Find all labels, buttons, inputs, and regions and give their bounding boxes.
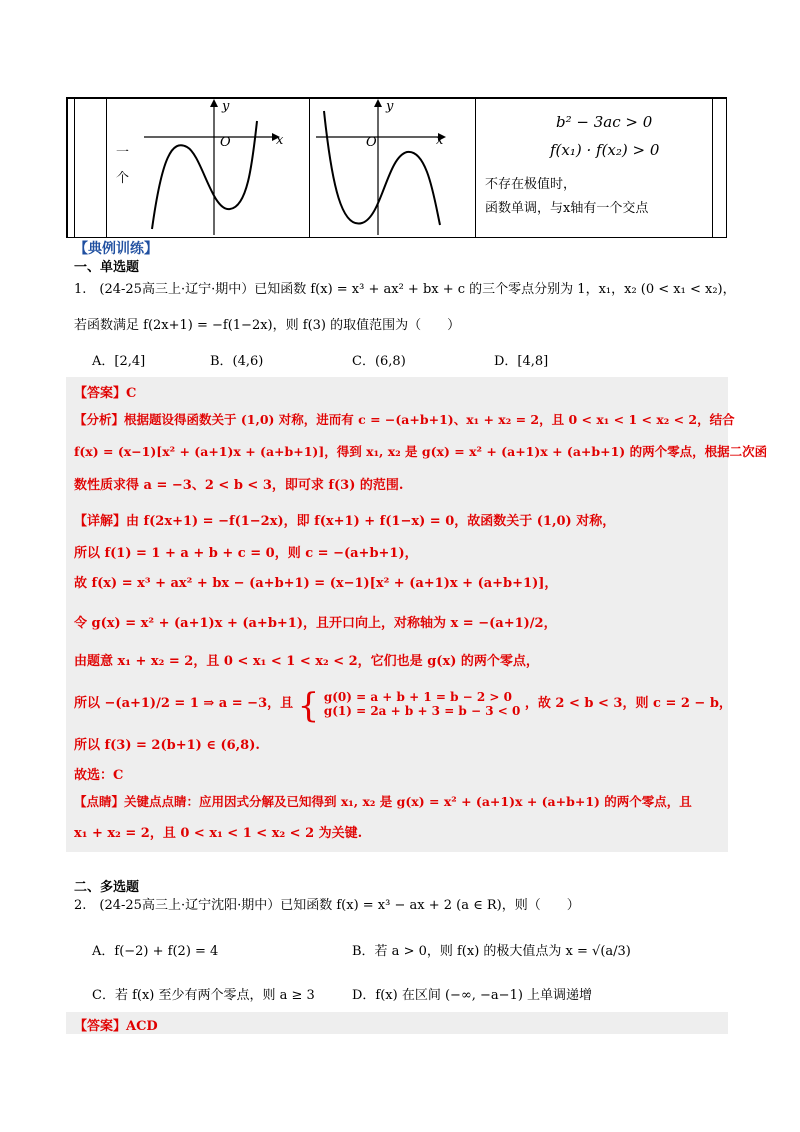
- q1-stem-line1: 1. (24-25高三上·辽宁·期中）已知函数 f(x) = x³ + ax² + bx + c 的三个零点分别为 1，x₁，x₂ (0 < x₁ < x₂)，: [74, 282, 736, 297]
- axis-label-x: x: [276, 133, 284, 148]
- q1-key-line1: 【点睛】关键点点睛：应用因式分解及已知得到 x₁, x₂ 是 g(x) = x² + (a+1)x + (a+b+1) 的两个零点，且: [74, 794, 692, 809]
- q1-option-c: C．(6,8): [352, 354, 406, 369]
- section-multiple-choice: 二、多选题: [74, 880, 140, 895]
- q1-option-a: A．[2,4]: [92, 354, 146, 369]
- q2-option-d: D．f(x) 在区间 (−∞, −a−1) 上单调递增: [352, 988, 593, 1003]
- q1-option-d: D．[4,8]: [494, 354, 549, 369]
- system-equations: [324, 690, 521, 718]
- q1-detail-line5: 由题意 x₁ + x₂ = 2，且 0 < x₁ < 1 < x₂ < 2，它们也是 g(x) 的两个零点，: [74, 654, 539, 669]
- cubic-graph-right: [312, 97, 476, 235]
- cubic-curve: [324, 111, 440, 225]
- condition-product: f(x₁) · f(x₂) > 0: [550, 141, 660, 159]
- q1-analysis-line1: 【分析】根据题设得函数关于 (1,0) 对称，进而有 c = −(a+b+1)、x₁ + x₂ = 2，且 0 < x₁ < 1 < x₂ < 2，结合: [74, 412, 735, 427]
- table-divider: [106, 97, 107, 237]
- axis-label-origin: O: [366, 135, 377, 150]
- q2-answer: 【答案】ACD: [74, 1019, 158, 1034]
- axis-label-origin: O: [220, 135, 231, 150]
- q2-stem: 2. (24-25高三上·辽宁沈阳·期中）已知函数 f(x) = x³ − ax + 2 (a ∈ R)，则（ ）: [74, 898, 580, 913]
- q1-answer: 【答案】C: [74, 386, 137, 401]
- q1-analysis-line2: f(x) = (x−1)[x² + (a+1)x + (a+b+1)]，得到 x₁, x₂ 是 g(x) = x² + (a+1)x + (a+b+1) 的两个零点，根据二次函: [74, 444, 768, 459]
- q1-stem-line2: 若函数满足 f(2x+1) = −f(1−2x)，则 f(3) 的取值范围为（ ）: [74, 318, 461, 333]
- table-divider: [74, 97, 75, 237]
- q2-option-c: C．若 f(x) 至少有两个零点，则 a ≥ 3: [92, 988, 315, 1003]
- table-divider: [712, 97, 713, 237]
- note-no-extreme: 不存在极值时，: [485, 177, 577, 192]
- note-monotonic: 函数单调，与x轴有一个交点: [485, 201, 649, 216]
- q1-detail-line2: 所以 f(1) = 1 + a + b + c = 0，则 c = −(a+b+1)，: [74, 546, 418, 561]
- q1-detail-line6-start: 所以 −(a+1)/2 = 1 ⇒ a = −3，且: [74, 696, 294, 711]
- system-equation-2: g(1) = 2a + b + 3 = b − 3 < 0: [323, 703, 521, 718]
- axis-label-y: y: [386, 99, 394, 114]
- row-label-bottom: 个: [116, 171, 130, 186]
- q1-detail-line1: 【详解】由 f(2x+1) = −f(1−2x)，即 f(x+1) + f(1−x) = 0，故函数关于 (1,0) 对称，: [74, 514, 616, 529]
- q2-option-a: A．f(−2) + f(2) = 4: [92, 944, 219, 959]
- q1-key-line2: x₁ + x₂ = 2，且 0 < x₁ < 1 < x₂ < 2 为关键.: [74, 826, 363, 841]
- q2-option-b: B．若 a > 0，则 f(x) 的极大值点为 x = √(a/3): [352, 944, 631, 959]
- system-equation-1: g(0) = a + b + 1 = b − 2 > 0: [323, 689, 512, 704]
- y-axis-arrow: [374, 99, 382, 107]
- feature-table: [66, 97, 726, 237]
- system-brace: {: [297, 686, 320, 726]
- q1-detail-line6: [74, 686, 732, 726]
- q1-detail-line7: 所以 f(3) = 2(b+1) ∈ (6,8).: [74, 738, 260, 753]
- q1-option-b: B．(4,6): [210, 354, 264, 369]
- row-label-top: 一: [116, 145, 130, 160]
- q1-analysis-line3: 数性质求得 a = −3、2 < b < 3，即可求 f(3) 的范围.: [74, 478, 404, 493]
- axis-label-x: x: [436, 133, 444, 148]
- condition-discriminant: b² − 3ac > 0: [556, 113, 653, 131]
- q1-choice: 故选：C: [74, 768, 124, 783]
- q2-answer-panel: [66, 1012, 728, 1034]
- y-axis-arrow: [210, 99, 218, 107]
- section-single-choice: 一、单选题: [74, 260, 140, 275]
- q1-detail-line3: 故 f(x) = x³ + ax² + bx − (a+b+1) = (x−1)[x² + (a+1)x + (a+b+1)]，: [74, 576, 558, 591]
- axis-label-y: y: [222, 99, 230, 114]
- q1-detail-line6-end: ，故 2 < b < 3，则 c = 2 − b，: [524, 696, 732, 711]
- section-training-title: 【典例训练】: [74, 241, 158, 257]
- q1-detail-line4: 令 g(x) = x² + (a+1)x + (a+b+1)，且开口向上，对称轴为 x = −(a+1)/2，: [74, 616, 557, 631]
- cubic-graph-left: [142, 97, 310, 235]
